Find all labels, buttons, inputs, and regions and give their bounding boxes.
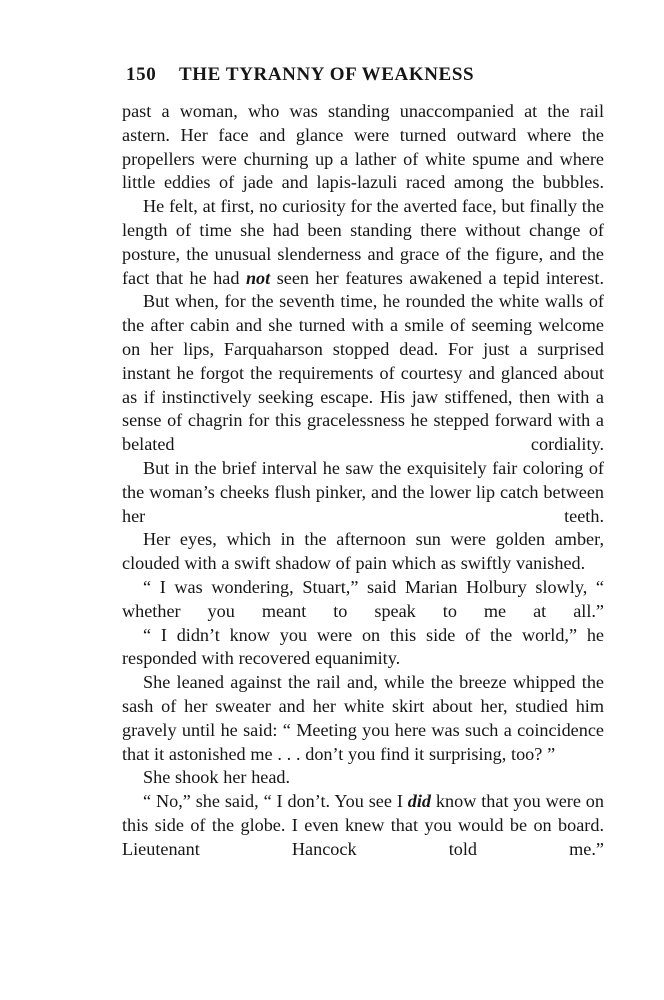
paragraph xyxy=(122,100,604,195)
paragraph-text: know that you were on this side of the globe. I even knew that you would be on board. Lieutenant Hancock told me.” xyxy=(122,791,604,859)
paragraph-text: Her eyes, which in the afternoon sun were golden amber, clouded with a swift shadow of pain which as swiftly vanished. xyxy=(122,529,604,574)
paragraph-text: “ I was wondering, Stuart,” said Marian Holbury slowly, “ whether you meant to speak to me at all.” xyxy=(122,576,604,621)
paragraph xyxy=(122,528,604,576)
running-title: THE TYRANNY OF WEAKNESS xyxy=(179,64,475,85)
paragraph xyxy=(122,766,604,790)
paragraph-text: “ No,” she said, “ I don’t. You see I xyxy=(143,791,408,812)
paragraph-text: He felt, at first, no curiosity for the averted face, but finally the length of time she had been standing there without change of posture, the unusual slenderness and grace of the figure, and the fact that he had xyxy=(122,196,604,288)
paragraph xyxy=(122,576,604,624)
paragraph-text: “ I didn’t know you were on this side of the world,” he responded with recovered equanimity. xyxy=(122,624,604,669)
emphasized-word: did xyxy=(407,791,432,812)
book-page xyxy=(122,64,604,862)
paragraph-text: But when, for the seventh time, he rounded the white walls of the after cabin and she turned with a smile of seeming welcome on her lips, Farquaharson stopped dead. For just a surprised instant he forgot the requirements of courtesy and glanced about as if instinctively seeking escape. His jaw stiffened, then with a sense of chagrin for this gracelessness he stepped forward with a belated cordiality. xyxy=(122,291,604,455)
paragraph-text: seen her features awakened a tepid interest. xyxy=(270,267,604,288)
paragraph-text: She shook her head. xyxy=(143,767,291,788)
paragraph-text: She leaned against the rail and, while the breeze whipped the sash of her sweater and her white skirt about her, studied him gravely until he said: “ Meeting you here was such a coincidence that it astonished me . . . don’t you find it surprising, too? ” xyxy=(122,672,604,764)
paragraph xyxy=(122,290,604,457)
body-text xyxy=(122,100,604,862)
paragraph xyxy=(122,790,604,861)
page-number: 150 xyxy=(126,64,157,85)
paragraph xyxy=(122,195,604,290)
paragraph-text: past a woman, who was standing unaccompanied at the rail astern. Her face and glance were turned outward where the propellers were churning up a lather of white spume and where little eddies of jade and lapis-lazuli raced among the bubbles. xyxy=(122,101,604,193)
paragraph xyxy=(122,624,604,672)
paragraph xyxy=(122,671,604,766)
emphasized-word: not xyxy=(245,267,271,288)
running-head xyxy=(126,64,604,94)
paragraph xyxy=(122,457,604,528)
paragraph-text: But in the brief interval he saw the exquisitely fair coloring of the woman’s cheeks flush pinker, and the lower lip catch between her teeth. xyxy=(122,457,604,526)
